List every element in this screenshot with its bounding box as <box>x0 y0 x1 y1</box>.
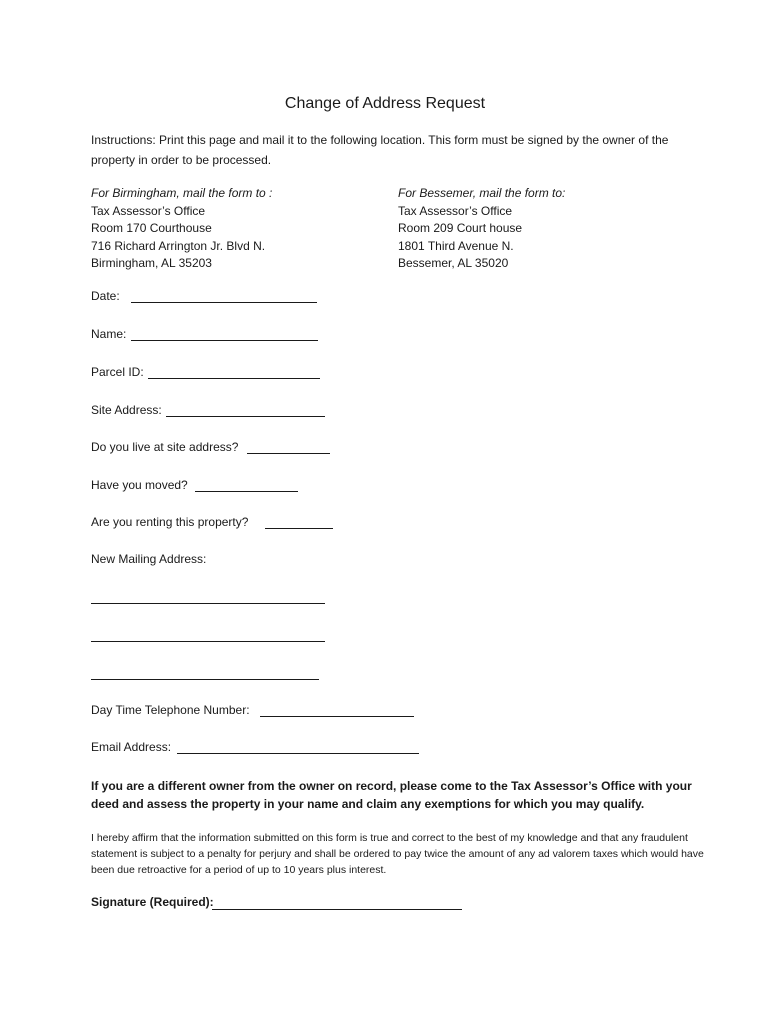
bessemer-city: Bessemer, AL 35020 <box>398 256 509 270</box>
bessemer-street: 1801 Third Avenue N. <box>398 238 514 253</box>
new-mailing-address-label: New Mailing Address: <box>91 552 207 566</box>
signature-field <box>91 895 214 909</box>
live-at-site-label: Do you live at site address? <box>91 440 239 454</box>
have-moved-field <box>91 478 188 492</box>
birmingham-address-block <box>91 185 272 273</box>
parcel-id-label: Parcel ID: <box>91 365 144 379</box>
page-title: Change of Address Request <box>284 95 486 112</box>
renting-field <box>91 515 248 529</box>
have-moved-blank-line[interactable] <box>195 491 298 492</box>
renting-blank-line[interactable] <box>265 528 333 529</box>
date-blank-line[interactable] <box>131 302 317 303</box>
name-field <box>91 327 126 341</box>
telephone-label: Day Time Telephone Number: <box>91 703 250 717</box>
bessemer-room: Room 209 Court house <box>398 221 523 235</box>
email-field <box>91 740 171 754</box>
mailing-address-line-1[interactable] <box>91 603 325 604</box>
birmingham-city: Birmingham, AL 35203 <box>91 256 212 270</box>
birmingham-street: 716 Richard Arrington Jr. Blvd N. <box>91 238 266 253</box>
parcel-id-blank-line[interactable] <box>148 378 320 379</box>
bessemer-heading: For Bessemer, mail the form to: <box>398 186 566 200</box>
have-moved-label: Have you moved? <box>91 478 188 492</box>
signature-label: Signature (Required): <box>91 895 214 909</box>
date-label: Date: <box>91 289 120 303</box>
bessemer-address-block <box>398 185 565 273</box>
name-label: Name: <box>91 327 127 341</box>
site-address-field <box>91 403 162 417</box>
mailing-address-line-3[interactable] <box>91 679 319 680</box>
telephone-blank-line[interactable] <box>260 716 414 717</box>
parcel-id-field <box>91 365 144 379</box>
birmingham-room: Room 170 Courthouse <box>91 221 212 235</box>
birmingham-heading: For Birmingham, mail the form to : <box>91 186 273 200</box>
birmingham-office: Tax Assessor’s Office <box>91 203 206 218</box>
email-blank-line[interactable] <box>177 753 419 754</box>
bessemer-office: Tax Assessor’s Office <box>398 203 513 218</box>
instructions-text: Instructions: Print this page and mail it to the following location. This form must be signed by the owner of the property in order to be processed. <box>91 133 669 167</box>
date-field <box>91 289 120 303</box>
signature-blank-line[interactable] <box>212 909 462 910</box>
owner-note: If you are a different owner from the owner on record, please come to the Tax Assessor’s Office with your deed and assess the property in your name and claim any exemptions for which you may qualify. <box>91 779 692 811</box>
email-label: Email Address: <box>91 740 172 754</box>
telephone-field <box>91 703 250 717</box>
mailing-address-line-2[interactable] <box>91 641 325 642</box>
name-blank-line[interactable] <box>131 340 318 341</box>
renting-label: Are you renting this property? <box>91 515 249 529</box>
site-address-blank-line[interactable] <box>166 416 325 417</box>
new-mailing-address-field <box>91 552 206 566</box>
live-at-site-field <box>91 440 238 454</box>
affirmation-text: I hereby affirm that the information submitted on this form is true and correct to the best of my knowledge and that any fraudulent statement is subject to a penalty for perjury and shall be ordered to pay twice the amount of any ad valorem taxes which would have been due retroactive for a period of up to 10 years plus interest. <box>91 832 704 876</box>
site-address-label: Site Address: <box>91 403 162 417</box>
live-at-site-blank-line[interactable] <box>247 453 330 454</box>
